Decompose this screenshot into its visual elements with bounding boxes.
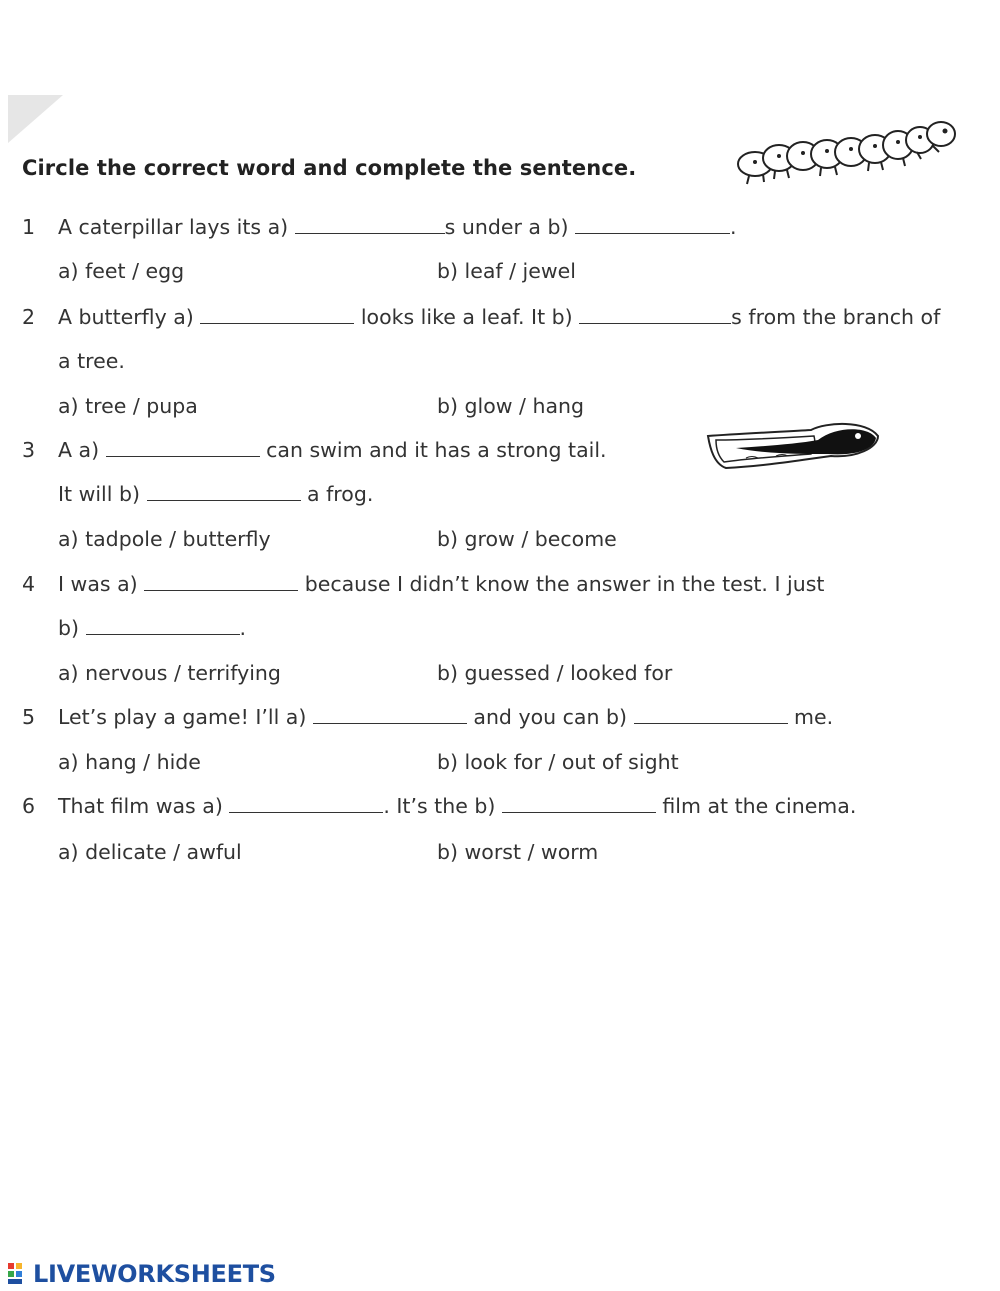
tadpole-illustration bbox=[706, 418, 882, 476]
question-6-line-1: 6 That film was a) . It’s the b) film at the cinema. bbox=[22, 794, 857, 818]
worksheet-title: Circle the correct word and complete the sentence. bbox=[22, 156, 637, 180]
question-5-option-b[interactable]: b) look for / out of sight bbox=[437, 750, 679, 774]
liveworksheets-logo-icon bbox=[8, 1263, 30, 1285]
answer-blank-1b[interactable] bbox=[575, 215, 730, 234]
question-2-line-1: 2 A butterfly a) looks like a leaf. It b) s from the branch of bbox=[22, 305, 941, 329]
answer-blank-1a[interactable] bbox=[295, 215, 445, 234]
question-number: 2 bbox=[22, 305, 36, 329]
answer-blank-5b[interactable] bbox=[634, 705, 788, 724]
answer-blank-6b[interactable] bbox=[502, 794, 656, 813]
question-5-option-a[interactable]: a) hang / hide bbox=[58, 750, 201, 774]
question-number: 5 bbox=[22, 705, 36, 729]
question-4-option-b[interactable]: b) guessed / looked for bbox=[437, 661, 673, 685]
answer-blank-3b[interactable] bbox=[147, 482, 301, 501]
question-3-option-a[interactable]: a) tadpole / butterfly bbox=[58, 527, 271, 551]
question-3-option-b[interactable]: b) grow / become bbox=[437, 527, 617, 551]
page-corner-decoration bbox=[8, 95, 63, 143]
liveworksheets-logo[interactable] bbox=[8, 1259, 276, 1289]
question-3-line-2: It will b) a frog. bbox=[58, 482, 374, 506]
question-5-line-1: 5 Let’s play a game! I’ll a) and you can b) me. bbox=[22, 705, 834, 729]
question-1-option-a[interactable]: a) feet / egg bbox=[58, 259, 185, 283]
question-4-option-a[interactable]: a) nervous / terrifying bbox=[58, 661, 281, 685]
question-number: 6 bbox=[22, 794, 36, 818]
question-3-line-1: 3 A a) can swim and it has a strong tail. bbox=[22, 438, 607, 462]
question-2-option-a[interactable]: a) tree / pupa bbox=[58, 394, 198, 418]
answer-blank-5a[interactable] bbox=[313, 705, 467, 724]
question-6-option-b[interactable]: b) worst / worm bbox=[437, 840, 599, 864]
logo-text: LIVEWORKSHEETS bbox=[33, 1260, 276, 1288]
question-number: 3 bbox=[22, 438, 36, 462]
answer-blank-4b[interactable] bbox=[86, 616, 240, 635]
question-number: 1 bbox=[22, 215, 36, 239]
answer-blank-2a[interactable] bbox=[200, 305, 354, 324]
question-6-option-a[interactable]: a) delicate / awful bbox=[58, 840, 242, 864]
question-2-option-b[interactable]: b) glow / hang bbox=[437, 394, 585, 418]
answer-blank-4a[interactable] bbox=[144, 572, 298, 591]
answer-blank-2b[interactable] bbox=[579, 305, 731, 324]
answer-blank-6a[interactable] bbox=[229, 794, 383, 813]
question-1-option-b[interactable]: b) leaf / jewel bbox=[437, 259, 576, 283]
caterpillar-illustration bbox=[735, 118, 960, 190]
question-2-line-2: a tree. bbox=[58, 349, 125, 373]
answer-blank-3a[interactable] bbox=[106, 438, 260, 457]
question-number: 4 bbox=[22, 572, 36, 596]
question-1-line-1: 1 A caterpillar lays its a) s under a b) . bbox=[22, 215, 737, 239]
question-4-line-2: b) . bbox=[58, 616, 247, 640]
question-4-line-1: 4 I was a) because I didn’t know the answer in the test. I just bbox=[22, 572, 825, 596]
